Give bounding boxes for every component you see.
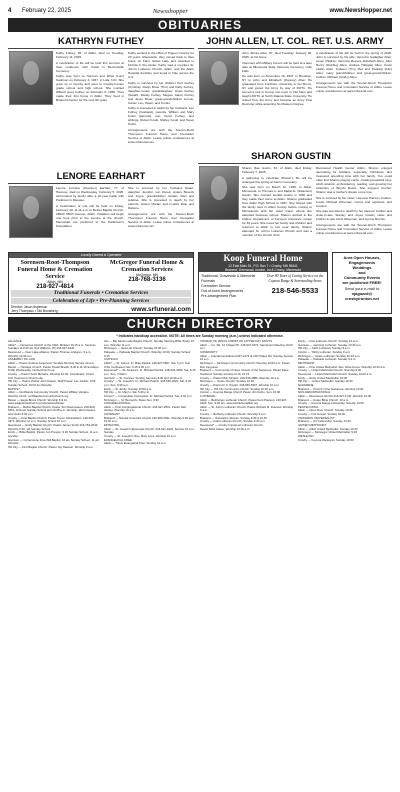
ad-srenen-name: Sorensen-Root-Thompson Funeral Home & Cremation Service [17, 258, 93, 280]
ad-line: Weddings [352, 265, 372, 271]
ad-line: Send your e-mail to [344, 285, 380, 291]
obit-paragraph: Arrangements are with the Srenen-Roch Thompson Funeral Home and Cremation Service of Aitkin. Leave online condolences at www.srfuneral.com. [128, 211, 194, 228]
obituaries-banner: OBITUARIES [8, 18, 392, 32]
ad-line: Area Open Houses, [343, 255, 381, 260]
obit-paragraph: A Celebration of Life will be held on Friday, February 28, at 11 a.m. in Bethel Baptist Church, 28043 360th Avenue, Aitkin. Visitation will begin one hour prior to the service at the church. Memorials are preferred to the Parkinson's Foundation. [56, 203, 124, 228]
obit-paragraph: A celebration of life will be held this summer at their residence with burial in Bennettville Cemetery. [56, 60, 124, 73]
obit-body-kathryn-b [128, 51, 194, 169]
ad-line: Community Events [343, 275, 381, 281]
obit-paragraph: Kathy Futhey, 86, of Aitkin, died on Tuesday, February 11, 2025. [56, 51, 124, 59]
ad-mcgregor-name: McGregor Funeral Home & Cremation Services [109, 258, 185, 273]
church-column-4: Emily — First Lutheran Church: Sunday 10 a.m. Garrison — Garrison Lutheran: Sunday 10:30 a.m. Hill City — Faith Lutheran: Sunday 9 a.m. Ironton — Trinity Lutheran: Sunday 9 a.m. McGregor — Grace Lutheran: Sunday 10:30 a.m. Palisade — Palisade Lutheran: Sunday 9 a.m. METHODIST Aitkin — First United Methodist: Rev. Nina Koops. Worship 10:30 a.m. Crosby — United Methodist Church: Worship 9:30 Deerwood — United Methodist Church: Sunday 10:00 a.m. Emily — Emily United Methodist: 10:30 Hill City — United Methodist: Sunday 10:30 NAZARENE Brainerd — Church of the Nazarene: Worship 10:30 NON-DENOMINATIONAL Aitkin — Riverwood Church 218-927-1700. Worship 10:00 Brainerd — Grace Bible Church: 10 a.m. Crosby — Cuyuna Range Fellowship: Sunday 10:00 PENTECOSTAL Aitkin — Open Door Church: Sunday 10:30 Crosby — Full Gospel: Sunday 10:00 UNITARIAN UNIVERSALIST Brainerd — UU Fellowship: Sunday 10:30 UNITED METHODIST Aitkin — Aitkin United Methodist: Sunday 10:30 McGregor — McGregor United Methodist: 9:30 WESLEYAN Crosby — Cuyuna Wesleyan: Sunday 10:00 [298, 340, 386, 442]
ad-koop-bullet: Cremation Service [201, 284, 231, 289]
obit-body-sharon-b [316, 166, 392, 250]
page-header [8, 6, 392, 16]
obit-paragraph: Arrangements are with the Srenen-Roch Thompson Funeral Home and Cremation Service of Aitkin. Leave online condolences at www.srfuneral.com. [316, 80, 392, 93]
obit-paragraph: She is survived by her sister, Lavonne Pierson, brother-in-law, Michael Wineman, nieces and nephews, and cousins. [316, 195, 392, 208]
ad-line: are published FREE! [342, 280, 382, 286]
obit-name-john: JOHN ALLEN, LT. COL. RET. U.S. ARMY [205, 36, 385, 47]
obit-paragraph: Lenore Lorraine (Pearson) Earhart, 77, of Hanover, died on Wednesday, February 5, 2025, surrounded by family after a 16-year battle with Parkinson's Disease. [56, 186, 124, 202]
church-column-2: Isle — Big Sandy Lake Baptist Church: Sunday Morning Bible Study, 10 a.m. Worship 11 a.m. McGregor — New Life Church: Sunday 10:30 a.m. Palisade — Palisade Baptist Church: Worship 10:30; Sunday School 9:15. CATHOLIC Aitkin* — St. James: Fr. Mike Patrick, 218-927-6867. Sat. 5 pm; Sun. 9:30, Confession Sat. 3:15-3:45 p.m. Deerwood* — St. Andrew's: Fr. Michael Patrick, 218-534-3366. Sat. 5:15 p.m. Sun. 7:00am Garrison — St. Frances: Sunday Services 8:30 and 10:30 a.m. Crosby* — St. Joseph's: Fr. Michael Patrick. 218-546-2620. Sat. 5:30 p.m. Sun. 9:30 a.m. Emily — St. Emily: Sunday 10:00 a.m. Hill City — St. Mary's: Sat. 5:30 p.m. Ironton* — Immaculate Conception: Fr. Michael Patrick. Sat. 4:00 p.m. McGregor — St. Bernard's: Mass Sun. 8:30 CONGREGATIONAL Aitkin — First Congregational Church: 218-927-2561. Pastor Deb Ascher. Worship 10 a.m. COVENANT Brainerd — Nisswa Covenant Church 218-963-2521. Worship 9:00 and 10:30 a.m. EPISCOPAL Aitkin — St. Joseph's Episcopal Church: 218-927-9122. Service 10 a.m. Sunday. Crosby — St. Joseph's: Rev. Mary Loes, Worship 10 a.m. EVANGELICAL FREE Aitkin — Trinity Evangelical Free: Sunday 10 a.m. [104, 340, 196, 446]
ad-mcgregor-city: McGregor, MN [135, 272, 159, 277]
masthead: Newsshopper [152, 7, 188, 15]
ad-email[interactable]: crosbyironton.net [344, 295, 379, 301]
ad-srenen-city: Aitkin, MN [47, 279, 63, 284]
obit-paragraph: Arrangements are with the Srenen-Roch Thompson Funeral Home and Cremation Service of Aitkin. Leave online condolences at www.srfuneral.com. [316, 222, 392, 235]
ad-line: Engagements [348, 260, 376, 266]
obit-photo-kathryn [9, 51, 53, 105]
obit-photo-john [199, 51, 239, 105]
obit-body-john-a [242, 51, 312, 149]
funeral-ad-koop [198, 252, 328, 314]
obit-paragraph: A celebration of life will be held in the spring of 2025. John is survived by his wife, Veronica Gallagher Allen; seven children: Veronica Reeves, Elizabeth Allen, John Henry (Debbie) Allen, Andrew (Wanda) Allen, Kevin (Julie) Allen, Colleen (Tim) Piel and Padraig (Kim) Allen; many grandchildren and great-grandchildren; brother, Michael (Cindy) Allen. [316, 51, 392, 79]
obit-paragraph: A gathering to celebrate Sharon's life will be arranged this spring at Samm Cemetery. [242, 175, 312, 184]
church-column-3: CHURCH OF JESUS CHRIST OF LATTER DAY SAINTS Aitkin — Co. Rd. 12 Chapel Ph. 218-927-6474. Sacrament Meeting 10:00 a.m. COMMUNITY Aitkin — Interdenominational 927-2174 at 218 Hollow Rd. Sunday Service 10 a.m. McGregor — McGregor Community Church: Worship 10:00 a.m. Pastor Ron Ferguson. Brainerd — Community of Hope Church of the Nazarene: Pastor Dave Nordlund; Sunday worship at 10, 10:15 Crosby — Pastor Rich Strykes: 218-546-3886. Worship 10 a.m. McGregor — Grace Church: Sunday 10:30 Crosby — Pastor R. F. Snyder. 218-546-5967. Worship 10 a.m. Hill City — Hill City Community Church: Sunday 10:00 a.m. Ironton — Cuyuna Range Church Pastor Jim Karhu. Sun. 10:30 LUTHERAN Aitkin — Bethlehem Lutheran Church, Pastor Kent Paulson, 218-927-3106. Sun. 9:30 am. www.bethlehemaitkin.org Aitkin — St. John's Lutheran Church: Pastor Richard M. Duenow, Worship 9 a.m. Crosby — Bethany Lutheran Church, Worship 9 a.m. Brainerd — Nazareth Lutheran. Sunday 8:30 & 10:45 Crosby — Faith Lutheran Church: Sunday 9:30 a.m. Deerwood* — Crosby Immanuel Lutheran Church. Pastor Mark Kaiser, Worship 10:00 a.m. [200, 340, 294, 431]
obit-paragraph: Sharon Rae Gustin, 81, of Aitkin, died Friday, February 7, 2025. [242, 166, 312, 174]
obit-paragraph: John James Allen, 87, died Tuesday, January 28, 2025, at his home. [242, 51, 312, 59]
ad-services-banner-2: Celebration of Life • Pre-Planning Services [11, 298, 191, 305]
ad-koop-side-text: Over 80 Years of Caring Service on the Cuyuna Range & Surrounding Areas [266, 274, 324, 283]
divider [8, 183, 194, 184]
church-directory-notice: * Indicates handicap accessible. NOTE: All times are Sunday morning (a.m.) unless indicated otherwise. [116, 334, 284, 338]
obit-body-kathryn-a [56, 51, 124, 169]
ad-tagline: Locally Owned & Operated [9, 253, 193, 258]
ad-koop-bullet: Out-of-town Arrangements [201, 289, 244, 294]
ad-mcgregor-phone[interactable]: 218-768-3136 [128, 277, 166, 283]
obit-paragraph: She was preceded in death by her parents; brother and sister-in-law, Stanley and Joyce Gustin; sister and brother-in-law Carol Wineman, and Ayume Rennie. [316, 209, 392, 221]
divider [8, 48, 194, 49]
ad-srenen-phone[interactable]: 218-927-4814 [36, 284, 74, 290]
ad-website-link[interactable]: www.srfuneral.com [131, 305, 191, 313]
obit-paragraph: She was born on March 11, 1939, in Aitkin, Minnesota, to Thomas A. and Mabel E. (Swanson) Gustin. She married Gerald Gustin in 1960 and they made their home at Aitkin. Sharon graduated from Aitkin High School in 1957. She helped with the family farm in Aitkin County before moving to Minneapolis with her sister Carol, where she attended business school. Sharon worked in the Claims Department of Farmers Insurance Group for 30 years. She loved her family and children and returned to Aitkin to live near family. Sharon attended St. John's Lutheran Church and was a member of the church choir. [242, 185, 312, 237]
page-number: 4 [8, 8, 12, 14]
obit-paragraph: Interment with Military honors will be held at a later date at Minnesota State Veterans Cemetery, Little Falls. [242, 60, 312, 73]
obit-body-sharon-a [242, 166, 312, 250]
obit-name-sharon: SHARON GUSTIN [251, 151, 331, 162]
obit-body-lenore-b [128, 186, 194, 248]
obit-photo-sharon [199, 166, 239, 220]
ad-email[interactable]: njaguard@ [351, 290, 373, 296]
obit-paragraph: He was born on November 16, 1937, in Brooklyn, NY to John and Elizabeth (Rooney) Allen. He graduated from Fordham University in the Bronx, NY and joined the Army by way of ROTC. He served a tour in Korea, two tours in Viet Nam and taught ROTC at North Dakota State University. He retired from the Army and became an Army Post Recruiter while acquiring his Masters Degree. [242, 74, 312, 106]
free-announcements-ad [332, 252, 392, 314]
funeral-ad-srenen [8, 252, 194, 314]
obit-paragraph: Kathy worked in the office of Pigeon Country for 20 years. Afterwards, they moved back to their home on Farm Island Lake and travelled to Florida in the winter. Kathy was a member St. John's Lutheran Church, Aitkin, and the Aitkin Hospital Auxiliary and loved to hike across the U.S. [128, 51, 194, 79]
site-url[interactable]: www.NewsHopper.net [329, 8, 392, 14]
obit-name-kathryn: KATHRYN FUTHEY [57, 36, 145, 47]
ad-line: and [358, 270, 366, 276]
ad-director: Director: Jason Aspenson [11, 305, 48, 309]
obit-photo-lenore [9, 186, 53, 238]
obit-body-lenore-a [56, 186, 124, 248]
ad-koop-bullet: Pre-arrangement Plan [201, 294, 237, 299]
obit-body-john-b [316, 51, 392, 149]
divider [198, 163, 392, 164]
obit-paragraph: Kathy was born to Herman and Ethel (Lotz) Kaufman on February 4, 1937, in Lida, N.D. She grew up in Crosby and went to Crosby-Ironton grade school and high school. She married Willard (Lee) Futhey on February 6, 1955. They made their first home in Aitkin. They lived in Brainerd-Center for the next 60 years. [56, 74, 124, 102]
obit-paragraph: Riverwood Health Center Aitkin. Sharon enjoyed decorating for holidays, especially Christmas, and treasured spending time with her family. You could often find Sharon playing cards, creating beautiful long-stitch artwork, embroidering, reading, and growing her collection of Boyd's Bears. She enjoyed crochet. Sharon was a mother's dream come true. [316, 166, 392, 194]
ad-koop-bullet: Traditional, Graveside & Memorial Funerals [201, 274, 256, 284]
ad-staff: Jerry Thompson • Tad Brunsberg [11, 309, 58, 313]
ad-koop-name: Koop Funeral Home [199, 253, 327, 264]
church-directory-banner: CHURCH DIRECTORY [8, 317, 392, 332]
divider [198, 48, 392, 49]
church-column-1: ALLIANCE Aitkin* — NorseCoe Church of the CMA, Minister 16:15 a.m. Services Sundays at 9:30 am Carl Williams. Ph 218-927-6442. Deerwood — Deer Lake Alliance: Pastor Thomas Lindgren. 9 a.m. Worship 10:30 a.m. ASSEMBLY OF GOD Aitkin — Pastor Andrew Jorgenson; Sunday Morning Service 10 a.m. Baxter — Heritage Church: Pastor Hewitt Brandt. 8:30 & 11:30 Sundays. 6:30p Wednesday. lumberchurch.org Crosby — Pastor Scott McCabe, Worship 10:30. Coordinator: Cherri Koll. Peterson's Church site. Hill City — Harms Pastor John Kippen, Staff Pastor: Lee Jordan; 9:00 Sunday School. 10:00 am Worship BAPTIST Aitkin — Northlands Community Church: Pastor William Vetrano. Worship 10:00. northlandscommunitychurch.org Baxter — Eagle Brook Church: Worship 9 & 11. www.eaglebrookchurch.com/locations/baxter Brainerd — Bethel Baptist Church: Pastor Tom Rasmussen. 218-829-5261. 9:30 am Sunday School and 10:45 a.m. Worship. Wed Classes and Clubs 6:30 p.m. Crosby — First Baptist Church: Pastor Trevor Schiefelbein. 218-546-4371. Worship 11 a.m. Sunday School 10 a.m. Deerwood — Emily Baptist Church: Pastor James Smith 218-763-2042. Worship 9:30, 1/4 Sunday School Emily — Bible Baptist: Pastor Jon Preston. 9:30 Sunday School, 11 a.m. worship Garrison — Cornerstone Free Will Baptist, 10 am Sunday School, 11 am Worship Hill City — First Baptist Church: Pastor Jay Dawson. Worship 9 a.m. [8, 340, 100, 450]
ad-koop-address: 12 East Main St., P.O. Box 7 • Crosby, MN 56441 [199, 264, 327, 268]
ad-koop-location: Brainerd, Deerwood, Ironton, Ira & Crosby, Minnesota [199, 268, 327, 272]
obit-paragraph: Kathy is survived by her children Kurt Futhey (Cynthia), Robin Bruer (Tim) and Patty Futhey; daughter-in-law; granddaughter; Ryan Futhey (Sarah), Randy Futhey, Megan, Aaron Futhey and Jesse Bruer; great-grandchildren Lennie, Carter, Leo, Owen, and Corbin. [128, 80, 194, 105]
obit-name-lenore: LENORE EARHART [56, 171, 146, 182]
obit-paragraph: She is survived by her husband Stuart, daughter Jennifer, son Derek, sisters Beverly and Joyce, grandchildren Jordan, Alan and Adeline. She is preceded in death by her parents, sisters Marian and in-laws Dale and Darlene. [128, 186, 194, 210]
ad-koop-phone[interactable]: 218-546-5533 [271, 285, 319, 295]
obit-paragraph: Arrangements are with the Srenen-Roch Thompson Funeral Home and Cremation Service of Aitkin. Leave online condolences at www.srfuneral.com. [128, 127, 194, 144]
obit-paragraph: Kathy is preceded in death by her husband, Lee Futhey (husband), parents, William and Mary Koski (parents); son; Kevin Futhey; and siblings: Robert Koski, Shirley Koski, and Steve Koski. [128, 106, 194, 126]
issue-date: February 22, 2025 [22, 8, 72, 14]
ad-services-banner-1: Traditional Funerals • Cremation Services [11, 290, 191, 297]
